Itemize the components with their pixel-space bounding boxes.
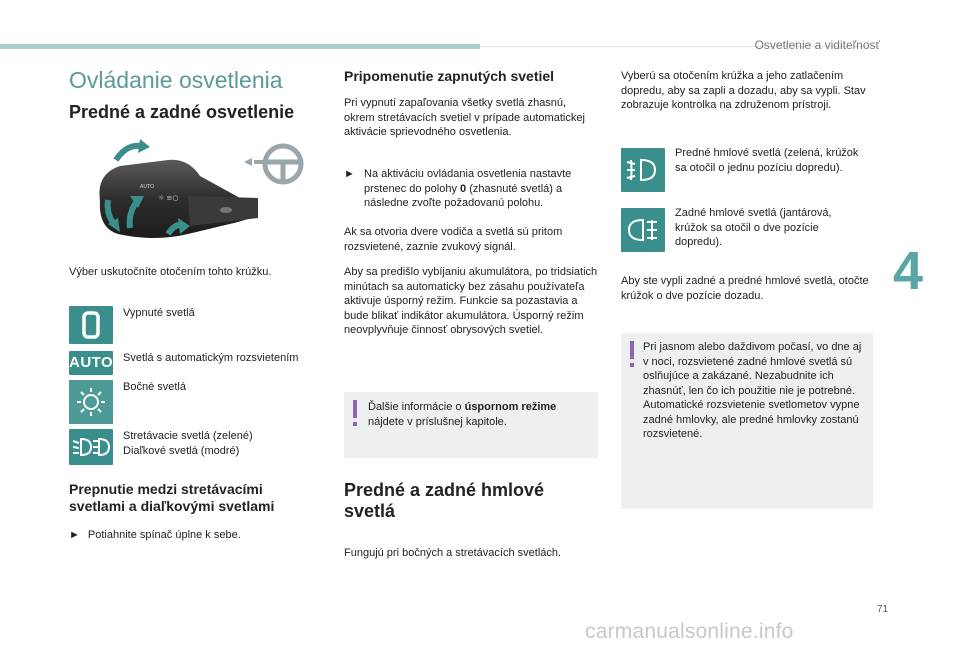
watermark: carmanualsonline.info	[585, 620, 794, 643]
low-beam-label: Stretávacie svetlá (zelené)	[123, 430, 253, 442]
low-high-beam-icon	[69, 429, 113, 465]
svg-text:AUTO: AUTO	[140, 184, 155, 190]
reminder-p3: Aby sa predišlo vybíjaniu akumulátora, po tridsiatich minútach sa automaticky bez zásahu používateľa aktivuje úsporný režim. Funkcie sa pozastavia a bude blikať indikátor akumulátora. Úsporný režim neovplyvňuje činnosť obrysových svetiel.	[344, 266, 598, 336]
auto-icon	[69, 351, 113, 375]
info-icon	[630, 341, 634, 359]
info-text-b: nájdete v príslušnej kapitole.	[368, 415, 507, 428]
select-ring-text: Výber uskutočníte otočením tohto krúžku.	[69, 266, 272, 278]
light-stalk-illustration	[68, 138, 330, 256]
info-icon-dot	[353, 422, 357, 426]
front-fog-icon	[621, 148, 665, 192]
info-fog-text: Pri jasnom alebo daždivom počasí, vo dne aj v noci, rozsvietené zadné hmlové svetlá sú oslňujúce a zakázané. Nezabudnite ich zhasnúť, len čo ich použitie nie je potrebné. Automatické rozsvietenie svetlometov vypne zadné hmlovky, ale predné hmlovky zostanú rozsvietené.	[643, 341, 862, 440]
page-title: Ovládanie osvetlenia	[69, 67, 283, 93]
info-text-a: Ďalšie informácie o	[368, 401, 465, 413]
switch-beams-title: Prepnutie medzi stretávacími svetlami a diaľkovými svetlami	[69, 481, 275, 514]
info-icon-dot	[630, 363, 634, 367]
info-icon	[353, 400, 357, 418]
fog-off-text: Aby ste vypli zadné a predné hmlové svetlá, otočte krúžok o dve pozície dozadu.	[621, 275, 869, 302]
mode-auto-label: Svetlá s automatickým rozsvietením	[123, 352, 299, 364]
switch-beams-text: Potiahnite spínač úplne k sebe.	[87, 529, 241, 541]
zero-symbol-icon	[69, 306, 113, 344]
bullet-icon: ►	[344, 168, 355, 180]
reminder-p1: Pri vypnutí zapaľovania všetky svetlá zhasnú, okrem stretávacích svetiel v prípade automatickej aktivácie sprievodného osvetlenia.	[344, 97, 585, 138]
side-lights-icon	[69, 380, 113, 424]
bullet-text-bold: 0	[460, 182, 467, 195]
rear-fog-icon	[621, 208, 665, 252]
bullet-text-a: Na aktiváciu ovládania osvetlenia nastavte prstenec do polohy	[364, 168, 572, 195]
fog-lights-title: Predné a zadné hmlové svetlá	[344, 480, 545, 521]
reminder-title: Pripomenutie zapnutých svetiel	[344, 68, 555, 84]
page-number: 71	[877, 604, 889, 615]
info-box-fog	[621, 333, 873, 509]
bullet-icon: ►	[69, 529, 80, 541]
rear-fog-label: Zadné hmlové svetlá (jantárová, krúžok sa otočil o dve pozície dopredu).	[675, 207, 832, 248]
info-box-economy	[344, 392, 598, 458]
bullet-text-b: (zhasnuté svetlá) a následne zvoľte požadovanú polohu.	[364, 182, 563, 209]
mode-off-label: Vypnuté svetlá	[123, 307, 195, 319]
front-fog-label: Predné hmlové svetlá (zelená, krúžok sa otočil o jednu pozíciu dopredu).	[675, 147, 859, 174]
fog-lights-text: Fungujú pri bočných a stretávacích svetlách.	[344, 547, 562, 559]
reminder-bullet	[344, 167, 596, 211]
fog-ring-text: Vyberú sa otočením krúžka a jeho zatlačením dopredu, aby sa zapli a dozadu, aby sa vypli. Stav zobrazuje kontrolka na združenom prístroji.	[621, 70, 866, 111]
section-header: Osvetlenie a viditeľnosť	[754, 38, 880, 52]
switch-beams-bullet	[69, 528, 241, 543]
chapter-number: 4	[893, 241, 924, 301]
svg-text:☼ ≡○: ☼ ≡○	[158, 194, 179, 202]
mode-side-label: Bočné svetlá	[123, 381, 186, 393]
info-economy-text	[368, 400, 590, 429]
info-text-bold: úspornom režime	[464, 401, 557, 413]
auto-icon-text: AUTO	[69, 354, 114, 371]
high-beam-label: Diaľkové svetlá (modré)	[123, 444, 240, 457]
mode-beam-labels	[123, 429, 253, 458]
section-title-lights: Predné a zadné osvetlenie	[69, 102, 295, 122]
reminder-p2: Ak sa otvoria dvere vodiča a svetlá sú pritom rozsvietené, zaznie zvukový signál.	[344, 226, 563, 253]
header-accent-bar	[0, 44, 480, 49]
